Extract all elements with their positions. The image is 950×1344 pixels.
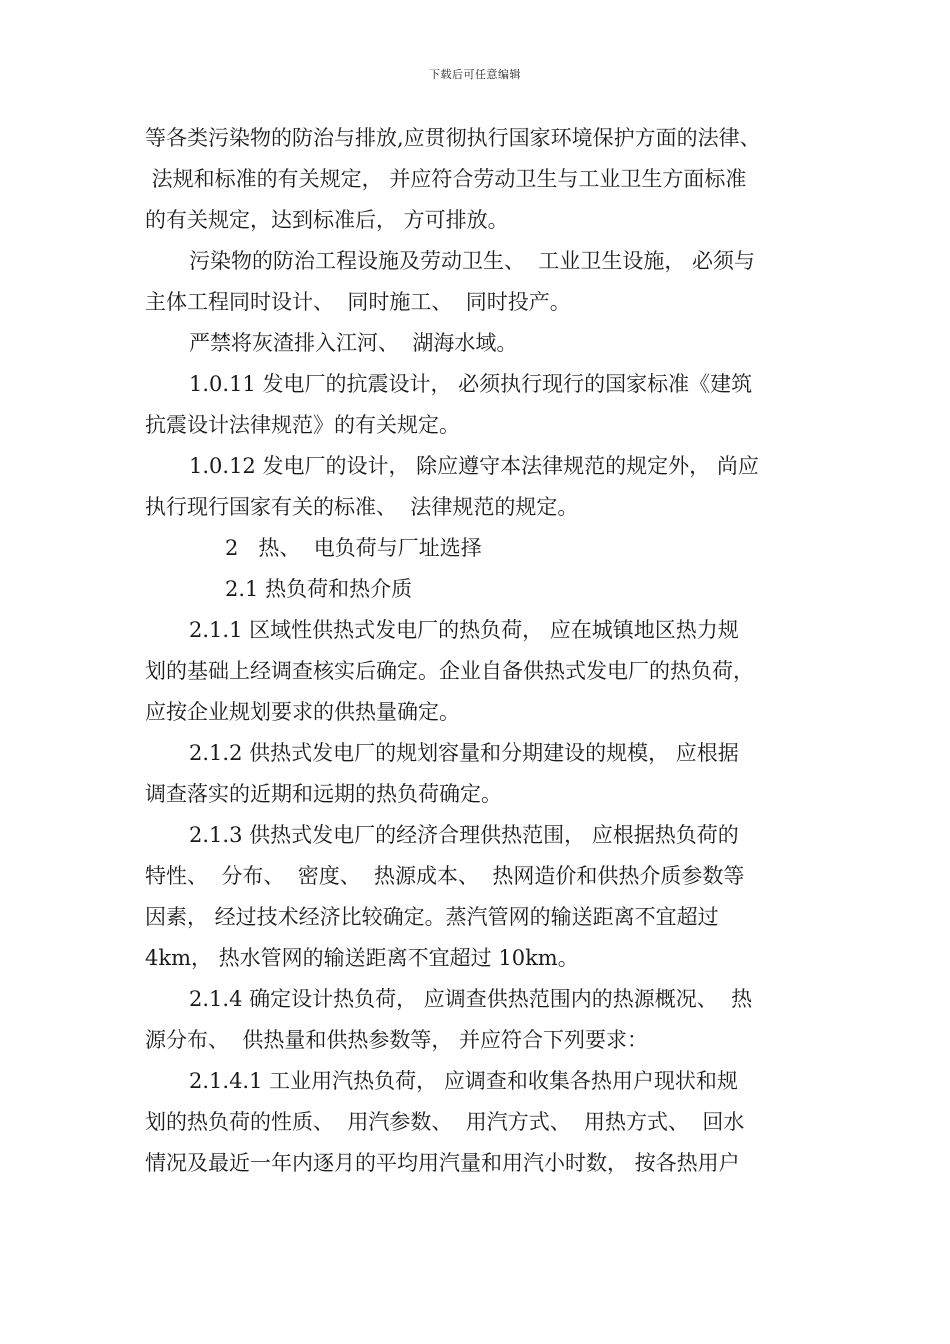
- clause-2-1-4: 2.1.4 确定设计热负荷， 应调查供热范围内的热源概况、 热: [189, 987, 753, 1011]
- clause-2-1-4-1: 2.1.4.1 工业用汽热负荷， 应调查和收集各热用户现状和规: [189, 1069, 738, 1093]
- clause-2-1-3: 2.1.3 供热式发电厂的经济合理供热范围， 应根据热负荷的: [189, 823, 739, 847]
- text-line: 特性、 分布、 密度、 热源成本、 热网造价和供热介质参数等: [145, 864, 745, 888]
- text-line: 抗震设计法律规范》的有关规定。: [145, 413, 460, 437]
- document-body: [145, 118, 815, 1184]
- text-line: 主体工程同时设计、 同时施工、 同时投产。: [145, 290, 571, 314]
- text-line: 因素， 经过技术经济比较确定。蒸汽管网的输送距离不宜超过: [145, 905, 719, 929]
- section-heading: 2.1 热负荷和热介质: [225, 577, 413, 601]
- text-line: 源分布、 供热量和供热参数等， 并应符合下列要求：: [145, 1028, 649, 1052]
- chapter-heading: 2 热、 电负荷与厂址选择: [225, 536, 482, 560]
- text-line: 划的基础上经调查核实后确定。企业自备供热式发电厂的热负荷，: [145, 659, 754, 683]
- text-line: 4km， 热水管网的输送距离不宜超过 10km。: [145, 946, 579, 970]
- clause-2-1-2: 2.1.2 供热式发电厂的规划容量和分期建设的规模， 应根据: [189, 741, 739, 765]
- text-line: 等各类污染物的防治与排放,应贯彻执行国家环境保护方面的法律、: [145, 126, 761, 150]
- clause-1-0-12: 1.0.12 发电厂的设计， 除应遵守本法律规范的规定外， 尚应: [189, 454, 759, 478]
- text-line: 法规和标准的有关规定， 并应符合劳动卫生与工业卫生方面标准: [145, 167, 747, 191]
- text-line: 调查落实的近期和远期的热负荷确定。: [145, 782, 502, 806]
- text-line: 应按企业规划要求的供热量确定。: [145, 700, 460, 724]
- text-line: 的有关规定，达到标准后， 方可排放。: [145, 208, 509, 232]
- text-line: 划的热负荷的性质、 用汽参数、 用汽方式、 用热方式、 回水: [145, 1110, 745, 1134]
- clause-2-1-1: 2.1.1 区域性供热式发电厂的热负荷， 应在城镇地区热力规: [189, 618, 739, 642]
- page-header-note: 下载后可任意编辑: [429, 68, 521, 81]
- text-line: 执行现行国家有关的标准、 法律规范的规定。: [145, 495, 579, 519]
- text-line: 情况及最近一年内逐月的平均用汽量和用汽小时数， 按各热用户: [145, 1151, 740, 1175]
- paragraph-start: 严禁将灰渣排入江河、 湖海水域。: [189, 331, 518, 355]
- paragraph-start: 污染物的防治工程设施及劳动卫生、 工业卫生设施， 必须与: [189, 249, 756, 273]
- clause-1-0-11: 1.0.11 发电厂的抗震设计， 必须执行现行的国家标准《建筑: [189, 372, 753, 396]
